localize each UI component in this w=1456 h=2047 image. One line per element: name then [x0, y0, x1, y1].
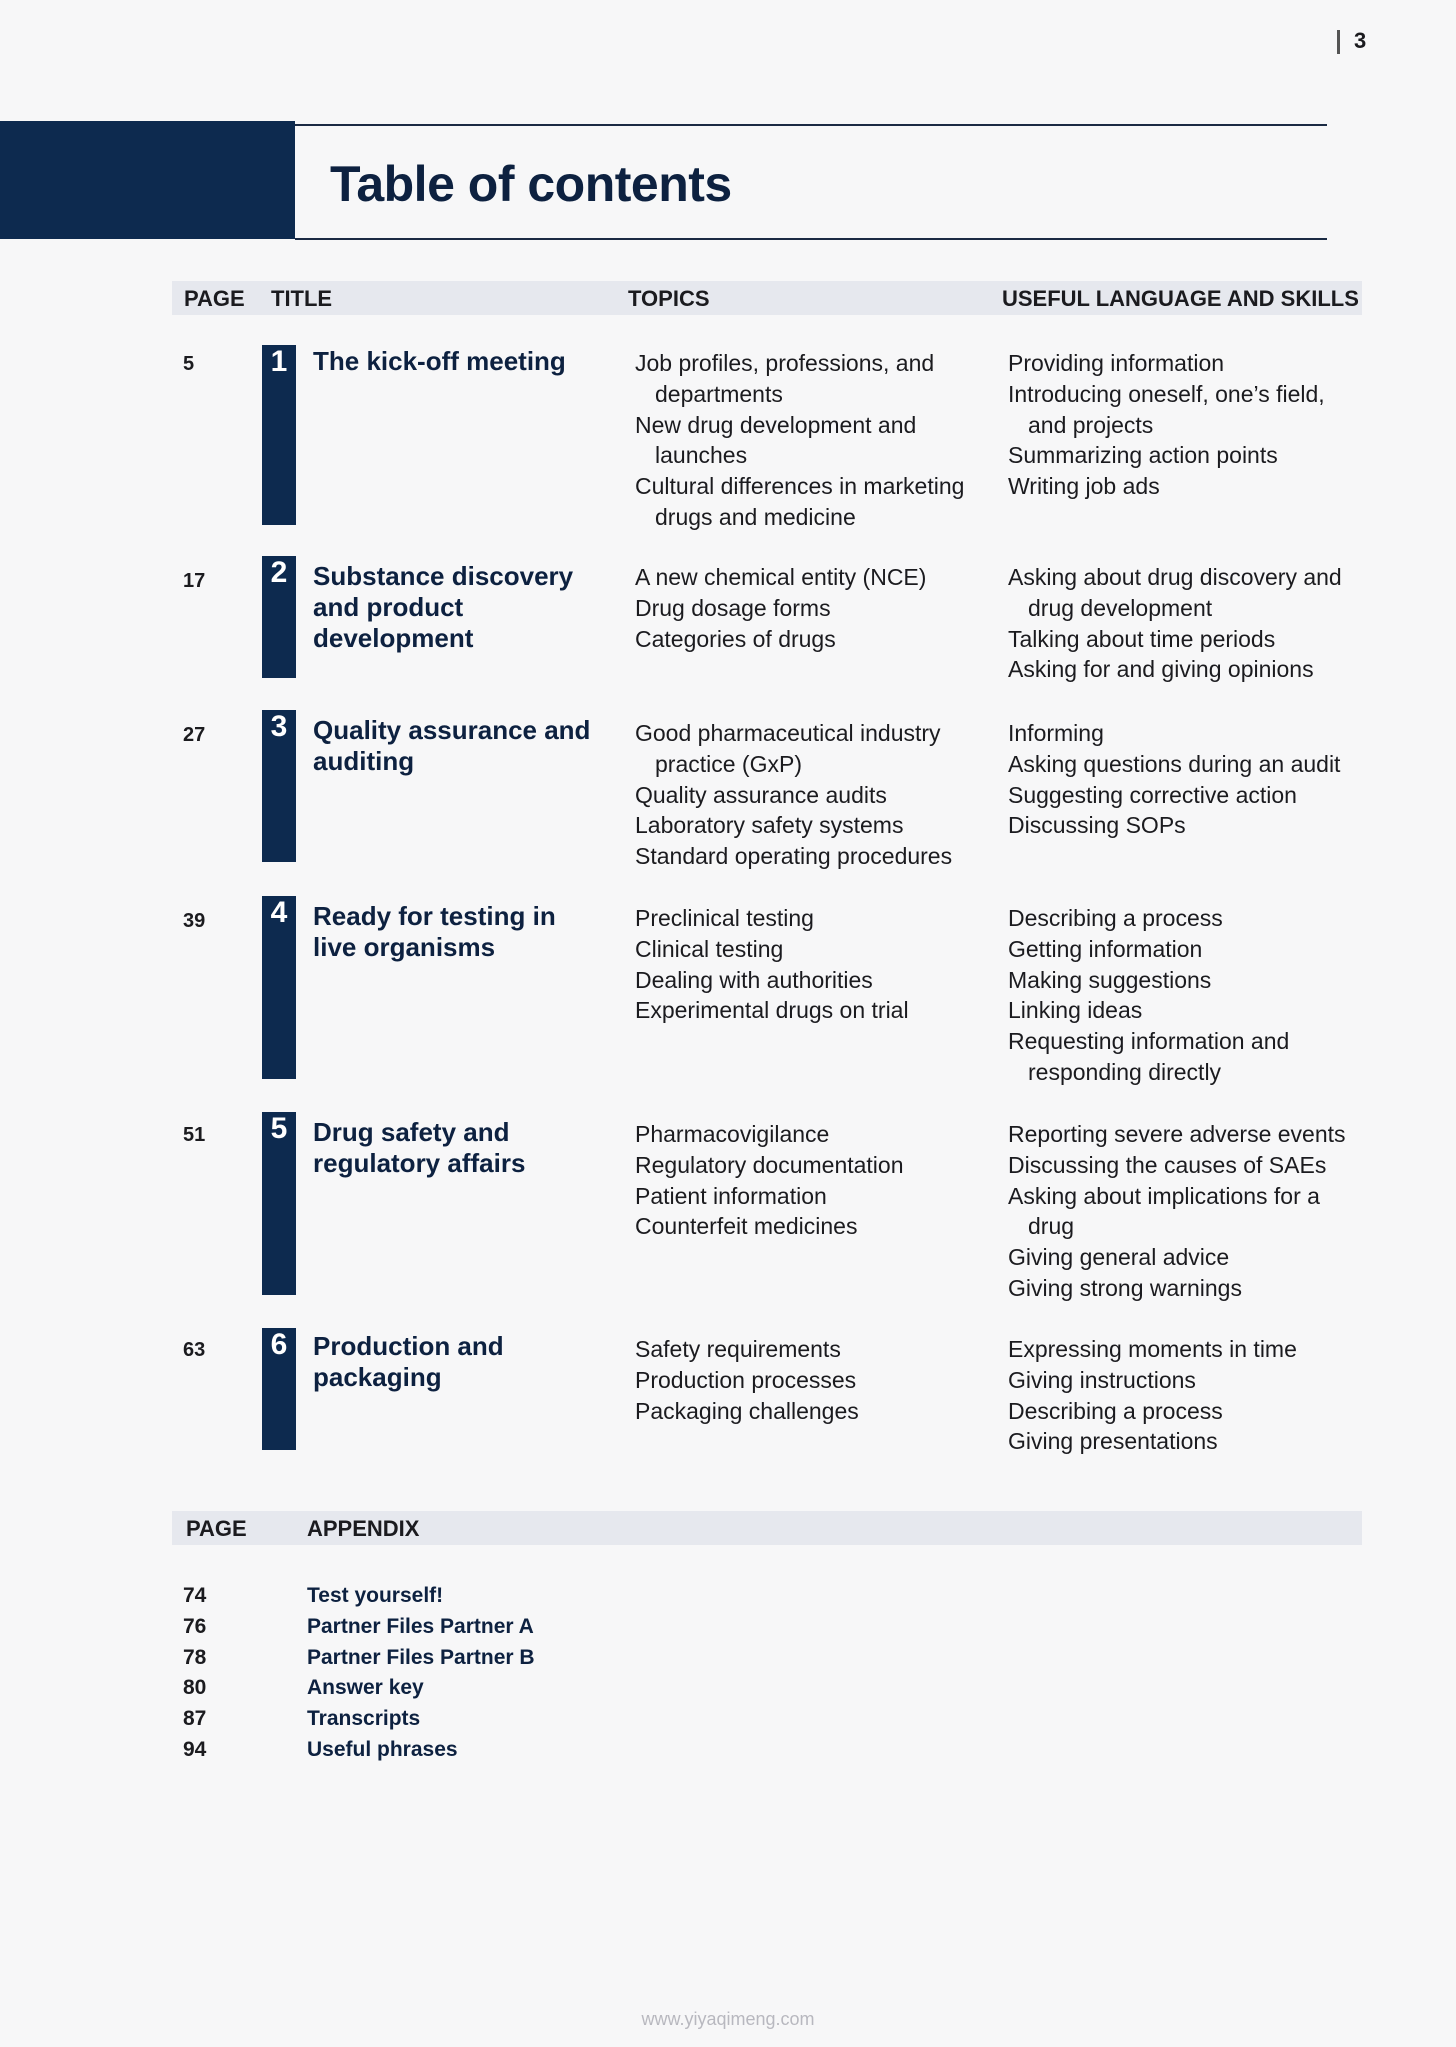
unit-5-number: 5 — [270, 1112, 288, 1145]
skill-item: Introducing oneself, one’s field, and projects — [1008, 380, 1325, 438]
unit-5-topics — [635, 1119, 995, 1242]
topic-item: Cultural differences in marketing drugs and medicine — [635, 473, 965, 530]
unit-2-number: 2 — [270, 556, 288, 589]
appendix-page: 87 — [183, 1707, 207, 1730]
topic-item: A new chemical entity (NCE) — [635, 564, 927, 590]
unit-5-title[interactable]: Drug safety and regulatory affairs — [313, 1117, 526, 1178]
skill-item: Reporting severe adverse events — [1008, 1121, 1346, 1147]
unit-2-topics — [635, 562, 995, 654]
unit-6-number: 6 — [270, 1328, 288, 1361]
unit-1-skills — [1008, 348, 1368, 502]
topic-item: Dealing with authorities — [635, 966, 873, 993]
skill-item: Asking questions during an audit — [1008, 750, 1341, 777]
skill-item: Asking about implications for a drug — [1008, 1182, 1320, 1240]
topic-item: Regulatory documentation — [635, 1151, 904, 1178]
topic-item: Safety requirements — [635, 1336, 841, 1362]
topic-item: Pharmacovigilance — [635, 1121, 830, 1147]
skill-item: Asking for and giving opinions — [1008, 656, 1314, 683]
skill-item: Expressing moments in time — [1008, 1336, 1297, 1362]
skill-item: Requesting information and responding directly — [1008, 1028, 1290, 1085]
unit-5-skills — [1008, 1119, 1368, 1304]
footer-url: www.yiyaqimeng.com — [641, 2009, 815, 2029]
unit-2-page: 17 — [183, 570, 206, 592]
topic-item: Counterfeit medicines — [635, 1213, 858, 1240]
skill-item: Linking ideas — [1008, 997, 1143, 1024]
appendix-item-partner-a[interactable]: Partner Files Partner A — [307, 1615, 534, 1638]
appendix-item-useful-phrases[interactable]: Useful phrases — [307, 1738, 458, 1761]
skill-item: Suggesting corrective action — [1008, 781, 1297, 808]
skill-item: Giving instructions — [1008, 1366, 1196, 1393]
topic-item: Standard operating procedures — [635, 843, 953, 870]
header-topics: TOPICS — [628, 286, 710, 311]
header-page: PAGE — [184, 286, 245, 311]
unit-6-skills — [1008, 1334, 1368, 1457]
topic-item: Categories of drugs — [635, 625, 836, 652]
skill-item: Getting information — [1008, 935, 1203, 962]
unit-4-number: 4 — [270, 896, 288, 929]
unit-1-topics — [635, 348, 995, 533]
skill-item: Making suggestions — [1008, 966, 1212, 993]
unit-2-title[interactable]: Substance discovery and product development — [313, 561, 574, 653]
appendix-item-transcripts[interactable]: Transcripts — [307, 1707, 421, 1730]
title-rule-bottom — [295, 238, 1327, 240]
skill-item: Giving presentations — [1008, 1428, 1218, 1455]
skill-item: Giving strong warnings — [1008, 1274, 1242, 1301]
header-skills: USEFUL LANGUAGE AND SKILLS — [1002, 286, 1359, 311]
skill-item: Summarizing action points — [1008, 442, 1278, 469]
unit-6-page: 63 — [183, 1339, 206, 1361]
topic-item: Quality assurance audits — [635, 781, 887, 808]
appendix-page: 76 — [183, 1615, 207, 1638]
skill-item: Discussing the causes of SAEs — [1008, 1151, 1327, 1178]
skill-item: Asking about drug discovery and drug development — [1008, 564, 1342, 621]
skill-item: Talking about time periods — [1008, 625, 1276, 652]
appendix-item-answer-key[interactable]: Answer key — [307, 1676, 424, 1699]
skill-item: Discussing SOPs — [1008, 812, 1186, 839]
unit-1-number: 1 — [270, 345, 288, 378]
topic-item: Clinical testing — [635, 935, 784, 962]
page-number: 3 — [1354, 28, 1367, 53]
unit-6-title[interactable]: Production and packaging — [313, 1331, 504, 1392]
unit-1-page: 5 — [183, 353, 195, 375]
title-rule-top — [295, 124, 1327, 126]
topic-item: Experimental drugs on trial — [635, 997, 909, 1024]
appendix-item-partner-b[interactable]: Partner Files Partner B — [307, 1646, 535, 1669]
topic-item: Good pharmaceutical industry practice (GxP) — [635, 720, 941, 777]
topic-item: New drug development and launches — [635, 411, 917, 469]
unit-3-topics — [635, 718, 995, 872]
skill-item: Writing job ads — [1008, 473, 1160, 500]
topic-item: Patient information — [635, 1182, 827, 1209]
unit-5-page: 51 — [183, 1124, 206, 1146]
topic-item: Preclinical testing — [635, 905, 814, 931]
skill-item: Informing — [1008, 720, 1104, 746]
topic-item: Laboratory safety systems — [635, 812, 904, 839]
unit-4-topics — [635, 903, 995, 1026]
appendix-page: 74 — [183, 1584, 207, 1607]
unit-6-topics — [635, 1334, 995, 1426]
unit-2-skills — [1008, 562, 1368, 685]
appendix-header-page: PAGE — [186, 1516, 247, 1541]
page-number-divider — [1337, 30, 1340, 54]
unit-4-page: 39 — [183, 910, 206, 932]
unit-3-title[interactable]: Quality assurance and auditing — [313, 715, 591, 776]
skill-item: Describing a process — [1008, 1397, 1223, 1424]
skill-item: Providing information — [1008, 350, 1225, 376]
topic-item: Production processes — [635, 1366, 857, 1393]
unit-3-number: 3 — [270, 710, 288, 743]
title-band — [0, 121, 295, 239]
header-title: TITLE — [271, 286, 333, 311]
appendix-page: 78 — [183, 1646, 207, 1669]
appendix-page: 80 — [183, 1676, 207, 1699]
skill-item: Describing a process — [1008, 905, 1223, 931]
topic-item: Drug dosage forms — [635, 594, 831, 621]
skill-item: Giving general advice — [1008, 1244, 1230, 1271]
unit-3-skills — [1008, 718, 1368, 841]
unit-4-skills — [1008, 903, 1368, 1088]
appendix-page: 94 — [183, 1738, 207, 1761]
unit-1-title[interactable]: The kick-off meeting — [313, 346, 566, 376]
unit-4-title[interactable]: Ready for testing in live organisms — [313, 901, 556, 962]
appendix-header-title: APPENDIX — [307, 1516, 420, 1541]
page-title: Table of contents — [330, 156, 732, 212]
appendix-item-test-yourself[interactable]: Test yourself! — [307, 1584, 444, 1607]
topic-item: Packaging challenges — [635, 1397, 859, 1424]
topic-item: Job profiles, professions, and departments — [635, 350, 935, 407]
unit-3-page: 27 — [183, 724, 206, 746]
